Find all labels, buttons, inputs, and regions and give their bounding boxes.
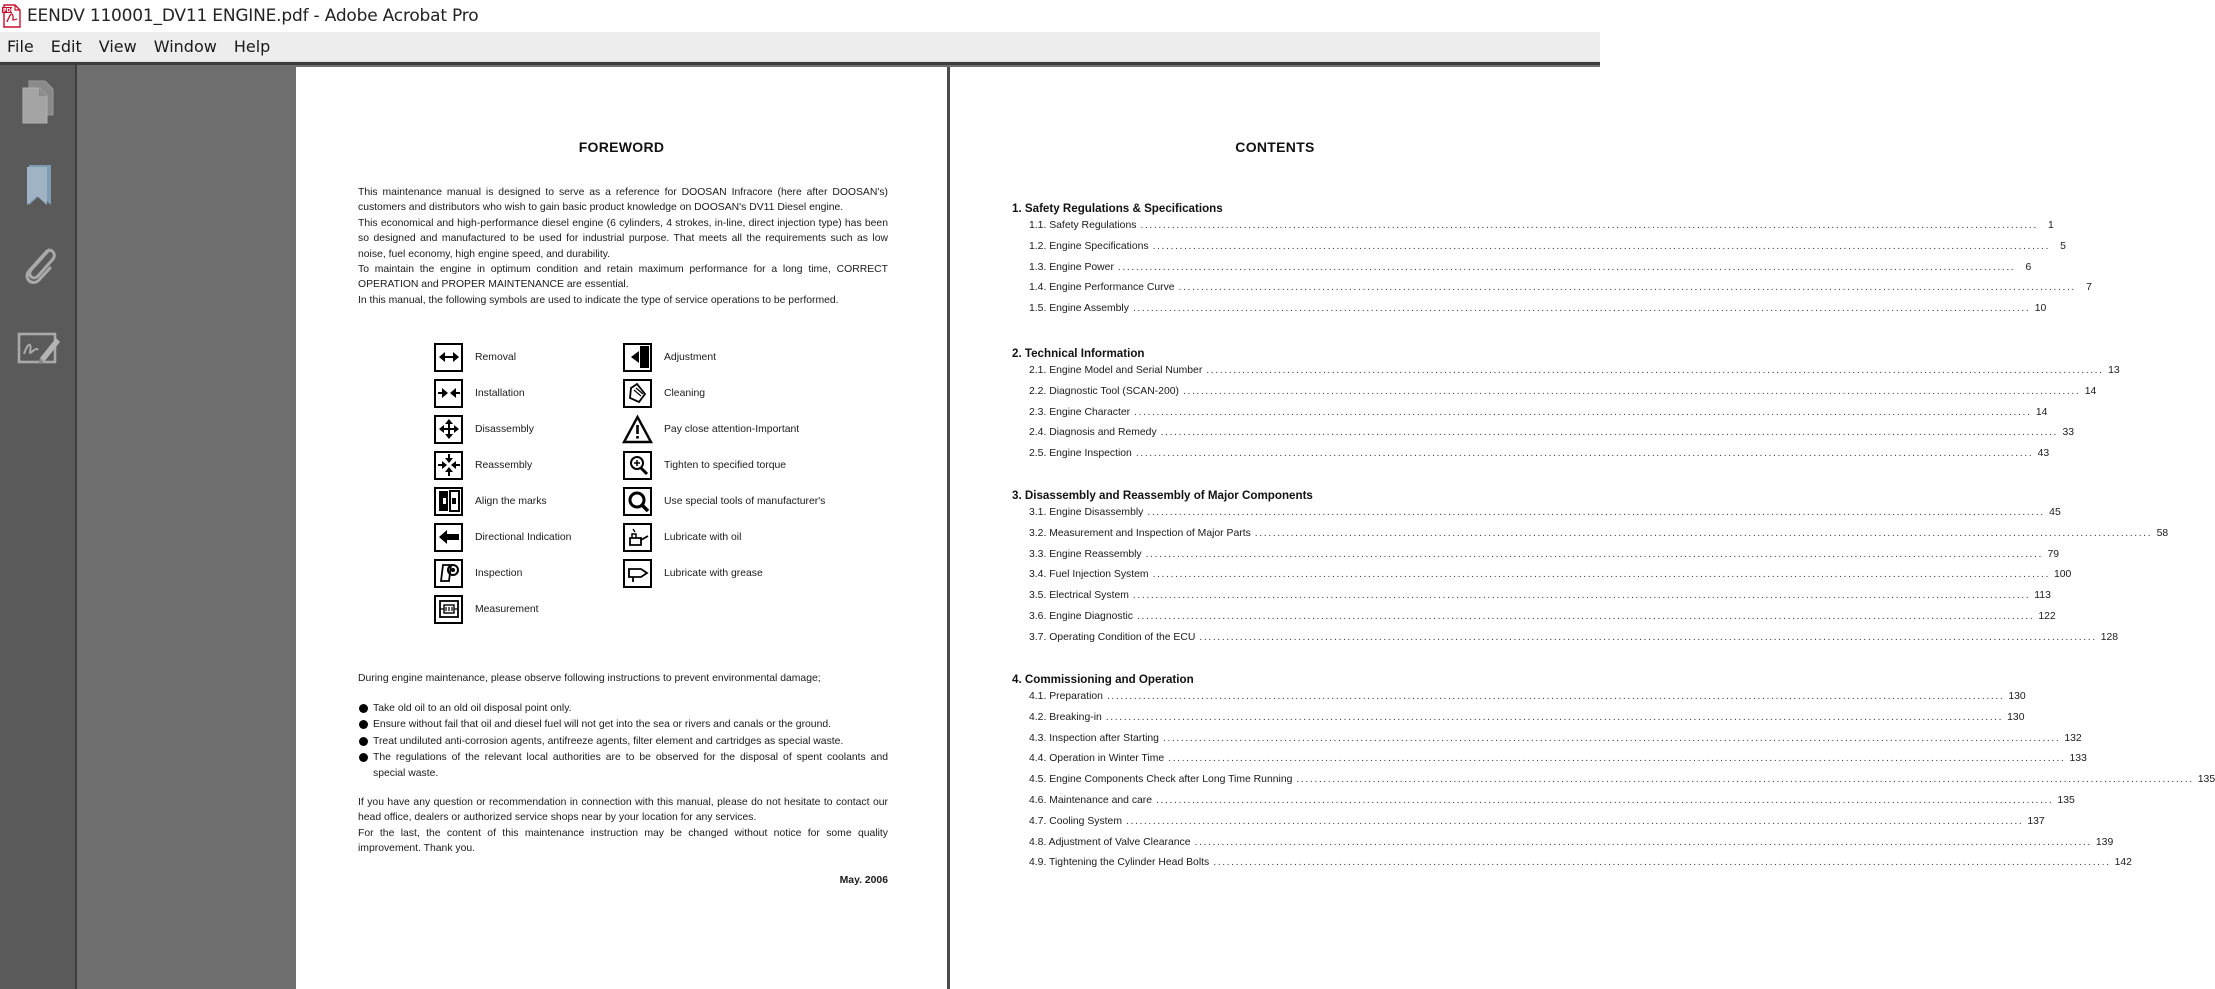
bullet-icon: [359, 704, 368, 713]
environment-intro: During engine maintenance, please observe following instructions to prevent environmental damage;: [358, 673, 821, 684]
toc-entry-label: 2.5. Engine Inspection: [1029, 448, 1132, 460]
toc-leader-dots: ........................................................................................................................................................................................................: [1213, 857, 2111, 869]
toc-entry[interactable]: [1012, 794, 2075, 816]
toc-leader-dots: ........................................................................................................................................................................................................: [1156, 794, 2054, 806]
toc-entry-page: 79: [2047, 548, 2060, 560]
toc-leader-dots: ........................................................................................................................................................................................................: [1168, 753, 2066, 765]
toc-leader-dots: ........................................................................................................................................................................................................: [1160, 427, 2059, 439]
attachment-icon: [19, 240, 59, 288]
toc-section-title[interactable]: 3. Disassembly and Reassembly of Major Components: [1012, 489, 1313, 502]
toc-section-title[interactable]: 1. Safety Regulations & Specifications: [1012, 202, 1223, 215]
toc-entry[interactable]: [1012, 303, 2047, 324]
symbol-disassembly: Disassembly: [434, 414, 534, 444]
foreword-date: May. 2006: [839, 875, 888, 886]
toc-entry-label: 4.4. Operation in Winter Time: [1029, 753, 1165, 765]
foreword-paragraph: This maintenance manual is designed to serve as a reference for DOOSAN Infracore (here after DOOSAN's) customers and distributors who wish to gain basic product knowledge on DOOSAN's DV11 Diesel engine.: [358, 187, 888, 214]
installation-icon: [434, 379, 463, 408]
contents-heading: CONTENTS: [1235, 139, 1315, 155]
toc-entry-label: 3.5. Electrical System: [1029, 590, 1129, 602]
pages-button[interactable]: [14, 77, 64, 127]
symbol-reassembly: Reassembly: [434, 450, 532, 480]
toc-section: [1012, 489, 2169, 653]
toc-leader-dots: ........................................................................................................................................................................................................: [1182, 385, 2081, 397]
bullet-icon: [359, 720, 368, 729]
svg-text:PDF: PDF: [3, 8, 15, 14]
toc-entry[interactable]: [1012, 240, 2066, 262]
toc-leader-dots: ........................................................................................................................................................................................................: [1134, 406, 2032, 418]
toc-entry-label: 3.1. Engine Disassembly: [1029, 507, 1144, 518]
inspection-icon: [434, 559, 463, 588]
toc-entry-label: 1.4. Engine Performance Curve: [1029, 282, 1175, 294]
toc-entry-page: 10: [2034, 303, 2047, 315]
toc-entry[interactable]: [1012, 507, 2061, 528]
toc-leader-dots: ........................................................................................................................................................................................................: [1162, 732, 2061, 744]
toc-entry[interactable]: [1012, 385, 2097, 407]
toc-section: [1012, 347, 2120, 469]
toc-entry-page: 128: [2100, 631, 2119, 643]
toc-leader-dots: ........................................................................................................................................................................................................: [1147, 507, 2045, 518]
toc-entry-page: 58: [2156, 527, 2169, 539]
list-item: Take old oil to an old oil disposal point only.: [358, 701, 888, 716]
foreword-paragraph: To maintain the engine in optimum condition and retain maximum performance for a long time, CORRECT OPERATION and PROPER MAINTENANCE are essential.: [358, 264, 888, 291]
navigation-pane: [0, 65, 77, 989]
toc-section-title[interactable]: 2. Technical Information: [1012, 347, 1145, 360]
bookmark-icon: [21, 161, 57, 207]
toc-entry[interactable]: [1012, 406, 2048, 428]
align-marks-icon: [434, 487, 463, 516]
symbol-measurement: Measurement: [434, 594, 539, 624]
toc-entry-page: 14: [2084, 385, 2097, 397]
reassembly-icon: [434, 451, 463, 480]
toc-entry-page: 13: [2108, 365, 2120, 376]
page-foreword[interactable]: [296, 67, 947, 989]
removal-icon: [434, 343, 463, 372]
toc-entry-page: 139: [2095, 836, 2114, 848]
toc-entry-page: 130: [2008, 691, 2026, 702]
toc-entry[interactable]: [1012, 815, 2045, 837]
toc-entry[interactable]: [1012, 774, 2215, 795]
toc-entry-label: 4.1. Preparation: [1029, 691, 1103, 702]
toc-leader-dots: ........................................................................................................................................................................................................: [1254, 527, 2153, 539]
torque-wrench-icon: [623, 451, 652, 480]
foreword-closing: [358, 795, 888, 857]
foreword-paragraph: This economical and high-performance diesel engine (6 cylinders, 4 strokes, in-line, direct injection type) has been so designed and manufactured to be used for industrial purpose. That meets all the requirements such as low noise, fuel economy, high engine speed, and durability.: [358, 217, 888, 260]
toc-leader-dots: ........................................................................................................................................................................................................: [1152, 240, 2050, 252]
toc-leader-dots: ........................................................................................................................................................................................................: [1105, 711, 2004, 723]
list-item: Ensure without fail that oil and diesel fuel will not get into the sea or rivers and canals or the ground.: [358, 717, 888, 732]
toc-entry-page: 135: [2197, 774, 2215, 786]
toc-section-title[interactable]: 4. Commissioning and Operation: [1012, 673, 1194, 686]
toc-entry-label: 1.5. Engine Assembly: [1029, 303, 1129, 315]
pages-icon: [19, 79, 59, 125]
toc-entry-page: 1: [2048, 220, 2054, 231]
environment-list: [358, 701, 888, 782]
toc-entry-label: 4.8. Adjustment of Valve Clearance: [1029, 836, 1191, 848]
toc-entry-page: 14: [2035, 406, 2048, 418]
toc-entry[interactable]: [1012, 261, 2032, 283]
toc-leader-dots: ........................................................................................................................................................................................................: [1145, 548, 2044, 560]
signature-icon: [16, 328, 62, 368]
toc-entry-label: 3.7. Operating Condition of the ECU: [1029, 631, 1196, 643]
toc-leader-dots: ........................................................................................................................................................................................................: [1140, 220, 2038, 231]
menu-view[interactable]: View: [98, 37, 137, 56]
toc-entry-label: 3.3. Engine Reassembly: [1029, 548, 1142, 560]
title-bar: [0, 0, 1600, 32]
toc-entry-page: 133: [2069, 753, 2087, 765]
closing-paragraph: If you have any question or recommendation in connection with this manual, please do not hesitate to contact our head office, dealers or authorized service shops near by your location for any services.: [358, 797, 888, 824]
menu-bar: [0, 32, 1600, 62]
warning-triangle-icon: [623, 415, 652, 444]
signatures-button[interactable]: [14, 323, 64, 373]
symbol-directional-indication: Directional Indication: [434, 522, 571, 552]
symbol-adjustment: Adjustment: [623, 342, 716, 372]
toc-section: [1012, 202, 2092, 324]
measurement-icon: [434, 595, 463, 624]
toc-entry[interactable]: [1012, 753, 2087, 774]
toc-entry-page: 132: [2064, 732, 2082, 744]
toc-entry[interactable]: [1012, 527, 2169, 549]
toc-entry[interactable]: [1012, 857, 2132, 878]
toc-entry-label: 2.4. Diagnosis and Remedy: [1029, 427, 1157, 439]
toc-entry-page: 142: [2114, 857, 2132, 869]
toc-entry-page: 7: [2086, 282, 2092, 294]
toc-entry-page: 6: [2025, 261, 2032, 273]
toc-leader-dots: ........................................................................................................................................................................................................: [1178, 282, 2076, 294]
menu-edit[interactable]: Edit: [50, 37, 82, 56]
menu-window[interactable]: Window: [153, 37, 217, 56]
directional-arrow-icon: [434, 523, 463, 552]
toc-entry-label: 1.2. Engine Specifications: [1029, 240, 1149, 252]
window-title: EENDV 110001_DV11 ENGINE.pdf - Adobe Acrobat Pro: [27, 6, 479, 26]
toc-entry-label: 4.2. Breaking-in: [1029, 711, 1102, 723]
toc-entry[interactable]: [1012, 691, 2026, 712]
toc-entry[interactable]: [1012, 631, 2119, 653]
toc-entry[interactable]: [1012, 427, 2075, 448]
symbol-cleaning: Cleaning: [623, 378, 705, 408]
adjustment-icon: [623, 343, 652, 372]
toc-entry-page: 130: [2007, 711, 2025, 723]
page-contents[interactable]: [950, 67, 2215, 989]
toc-entry-label: 2.3. Engine Character: [1029, 406, 1131, 418]
toc-leader-dots: ........................................................................................................................................................................................................: [1117, 261, 2016, 273]
list-item: The regulations of the relevant local authorities are to be observed for the disposal of spent coolants and special waste.: [358, 750, 888, 781]
toc-entry-label: 4.5. Engine Components Check after Long Time Running: [1029, 774, 1293, 786]
toc-entry-page: 100: [2053, 569, 2072, 581]
foreword-paragraph: In this manual, the following symbols are used to indicate the type of service operations to be performed.: [358, 294, 839, 306]
toc-entry[interactable]: [1012, 836, 2114, 858]
toc-entry[interactable]: [1012, 220, 2054, 241]
toc-entry[interactable]: [1012, 711, 2025, 733]
toc-leader-dots: ........................................................................................................................................................................................................: [1194, 836, 2092, 848]
toc-entry[interactable]: [1012, 569, 2072, 590]
symbol-attention-important: Pay close attention-Important: [623, 414, 799, 444]
toc-entry-label: 1.1. Safety Regulations: [1029, 220, 1137, 231]
toc-leader-dots: ........................................................................................................................................................................................................: [1125, 815, 2024, 827]
toc-entry-label: 3.6. Engine Diagnostic: [1029, 610, 1133, 622]
toc-leader-dots: ........................................................................................................................................................................................................: [1106, 691, 2005, 702]
toc-entry-page: 5: [2060, 240, 2066, 252]
toc-entry-page: 135: [2057, 794, 2075, 806]
foreword-heading: FOREWORD: [578, 139, 665, 155]
symbol-installation: Installation: [434, 378, 525, 408]
toc-entry-label: 1.3. Engine Power: [1029, 261, 1114, 273]
toc-entry-label: 2.1. Engine Model and Serial Number: [1029, 365, 1203, 376]
toc-entry[interactable]: [1012, 610, 2056, 632]
toc-entry-page: 45: [2049, 507, 2061, 518]
symbol-tighten-torque: Tighten to specified torque: [623, 450, 786, 480]
toc-leader-dots: ........................................................................................................................................................................................................: [1199, 631, 2097, 643]
toc-entry[interactable]: [1012, 365, 2120, 386]
toc-entry[interactable]: [1012, 732, 2082, 754]
toc-leader-dots: ........................................................................................................................................................................................................: [1296, 774, 2194, 786]
attachments-button[interactable]: [14, 239, 64, 289]
cleaning-icon: [623, 379, 652, 408]
toc-entry-label: 4.6. Maintenance and care: [1029, 794, 1153, 806]
toc-entry-page: 33: [2062, 427, 2075, 439]
menu-file[interactable]: File: [7, 37, 34, 56]
toc-entry-label: 2.2. Diagnostic Tool (SCAN-200): [1029, 385, 1179, 397]
toc-leader-dots: ........................................................................................................................................................................................................: [1132, 303, 2031, 315]
symbol-lubricate-grease: Lubricate with grease: [623, 558, 763, 588]
toc-entry-page: 137: [2027, 815, 2045, 827]
bullet-icon: [359, 753, 368, 762]
special-tool-icon: [623, 487, 652, 516]
toc-entry-page: 43: [2037, 448, 2050, 460]
foreword-body: [358, 185, 888, 308]
disassembly-icon: [434, 415, 463, 444]
symbol-lubricate-oil: Lubricate with oil: [623, 522, 741, 552]
grease-gun-icon: [623, 559, 652, 588]
toc-entry[interactable]: [1012, 590, 2051, 611]
toc-leader-dots: ........................................................................................................................................................................................................: [1135, 448, 2034, 460]
menu-help[interactable]: Help: [233, 37, 271, 56]
toc-entry-label: 4.9. Tightening the Cylinder Head Bolts: [1029, 857, 1210, 869]
list-item: Treat undiluted anti-corrosion agents, antifreeze agents, filter element and cartridges as special waste.: [358, 734, 888, 749]
toc-entry-page: 113: [2034, 590, 2051, 602]
oil-can-icon: [623, 523, 652, 552]
toc-entry-page: 122: [2038, 610, 2056, 622]
toc-leader-dots: ........................................................................................................................................................................................................: [1132, 590, 2031, 602]
bullet-icon: [359, 737, 368, 746]
toc-entry-label: 4.3. Inspection after Starting: [1029, 732, 1159, 744]
bookmarks-button[interactable]: [14, 159, 64, 209]
toc-entry-label: 3.4. Fuel Injection System: [1029, 569, 1149, 581]
toc-leader-dots: ........................................................................................................................................................................................................: [1136, 610, 2035, 622]
symbol-removal: Removal: [434, 342, 516, 372]
toc-entry[interactable]: [1012, 282, 2092, 303]
symbol-align-marks: Align the marks: [434, 486, 547, 516]
toc-leader-dots: ........................................................................................................................................................................................................: [1152, 569, 2050, 581]
toc-section: [1012, 673, 2215, 878]
symbol-special-tools: Use special tools of manufacturer's: [623, 486, 825, 516]
closing-paragraph: For the last, the content of this maintenance instruction may be changed without notice for some quality improvement. Thank you.: [358, 827, 888, 855]
toc-entry-label: 3.2. Measurement and Inspection of Major Parts: [1029, 527, 1251, 539]
symbol-inspection: Inspection: [434, 558, 522, 588]
toc-entry[interactable]: [1012, 448, 2050, 469]
toc-entry-label: 4.7. Cooling System: [1029, 815, 1122, 827]
toc-leader-dots: ........................................................................................................................................................................................................: [1206, 365, 2104, 376]
toc-entry[interactable]: [1012, 548, 2060, 570]
pdf-file-icon: [2, 4, 22, 28]
